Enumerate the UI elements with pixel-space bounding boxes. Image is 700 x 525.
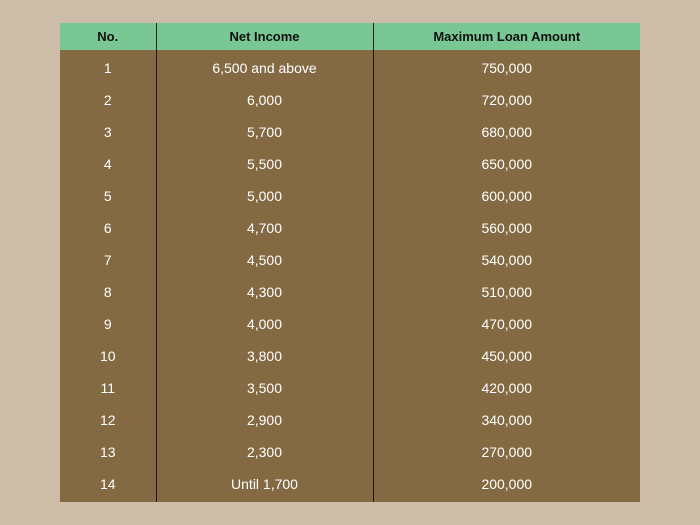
cell-max-loan: 270,000 [373, 436, 640, 468]
cell-max-loan: 450,000 [373, 340, 640, 372]
cell-net-income: 6,500 and above [156, 50, 373, 84]
cell-net-income: 3,800 [156, 340, 373, 372]
table-row [60, 116, 640, 148]
cell-max-loan: 420,000 [373, 372, 640, 404]
header-row [60, 23, 640, 50]
cell-no: 9 [60, 308, 156, 340]
cell-max-loan: 340,000 [373, 404, 640, 436]
cell-max-loan: 720,000 [373, 84, 640, 116]
cell-net-income: Until 1,700 [156, 468, 373, 502]
table-header [60, 23, 640, 50]
cell-no: 3 [60, 116, 156, 148]
cell-net-income: 2,300 [156, 436, 373, 468]
table-row [60, 372, 640, 404]
table-row [60, 84, 640, 116]
table-row [60, 468, 640, 502]
cell-net-income: 6,000 [156, 84, 373, 116]
cell-max-loan: 200,000 [373, 468, 640, 502]
cell-max-loan: 600,000 [373, 180, 640, 212]
cell-no: 6 [60, 212, 156, 244]
cell-net-income: 5,700 [156, 116, 373, 148]
table-row [60, 244, 640, 276]
cell-max-loan: 540,000 [373, 244, 640, 276]
cell-no: 2 [60, 84, 156, 116]
cell-no: 4 [60, 148, 156, 180]
cell-net-income: 2,900 [156, 404, 373, 436]
cell-no: 5 [60, 180, 156, 212]
cell-no: 8 [60, 276, 156, 308]
header-no: No. [60, 23, 156, 50]
cell-no: 1 [60, 50, 156, 84]
header-max-loan: Maximum Loan Amount [373, 23, 640, 50]
table-body [60, 50, 640, 502]
cell-net-income: 5,500 [156, 148, 373, 180]
loan-table [60, 23, 640, 502]
header-net-income: Net Income [156, 23, 373, 50]
cell-net-income: 5,000 [156, 180, 373, 212]
table-row [60, 180, 640, 212]
cell-no: 13 [60, 436, 156, 468]
cell-max-loan: 680,000 [373, 116, 640, 148]
cell-no: 14 [60, 468, 156, 502]
cell-max-loan: 470,000 [373, 308, 640, 340]
loan-table-container [60, 23, 640, 502]
cell-max-loan: 510,000 [373, 276, 640, 308]
table-row [60, 404, 640, 436]
cell-net-income: 4,300 [156, 276, 373, 308]
table-row [60, 340, 640, 372]
cell-no: 7 [60, 244, 156, 276]
cell-net-income: 4,000 [156, 308, 373, 340]
table-row [60, 308, 640, 340]
cell-net-income: 4,700 [156, 212, 373, 244]
table-row [60, 50, 640, 84]
table-row [60, 436, 640, 468]
cell-no: 10 [60, 340, 156, 372]
cell-max-loan: 560,000 [373, 212, 640, 244]
table-row [60, 276, 640, 308]
table-row [60, 212, 640, 244]
cell-net-income: 3,500 [156, 372, 373, 404]
cell-max-loan: 750,000 [373, 50, 640, 84]
cell-no: 11 [60, 372, 156, 404]
cell-no: 12 [60, 404, 156, 436]
cell-max-loan: 650,000 [373, 148, 640, 180]
cell-net-income: 4,500 [156, 244, 373, 276]
table-row [60, 148, 640, 180]
